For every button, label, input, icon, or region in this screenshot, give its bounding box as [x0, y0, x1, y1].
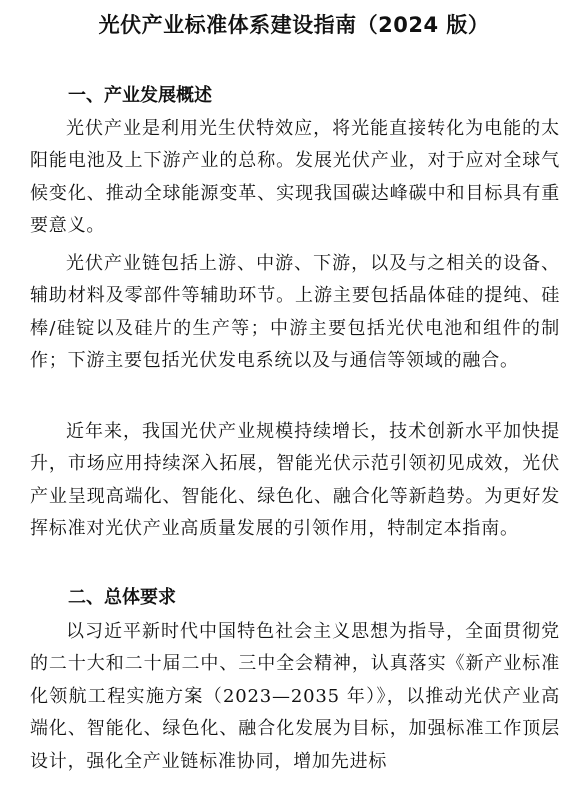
- paragraph-overview-definition: 光伏产业是利用光生伏特效应，将光能直接转化为电能的太阳能电池及上下游产业的总称。发展光伏产业，对于应对全球气候变化、推动全球能源变革、实现我国碳达峰碳中和目标具有重要意义。: [30, 118, 560, 237]
- paragraph-general-requirements: 以习近平新时代中国特色社会主义思想为指导，全面贯彻党的二十大和二十届二中、三中全会精神，认真落实《新产业标准化领航工程实施方案（2023—2035 年）》，以推动光伏产业高端化、智能化、绿色化、融合化发展为目标，加强标准工作顶层设计，强化全产业链标准协同，增加先进标: [30, 621, 560, 772]
- paragraph-overview-recent-development: 近年来，我国光伏产业规模持续增长，技术创新水平加快提升，市场应用持续深入拓展，智能光伏示范引领初见成效，光伏产业呈现高端化、智能化、绿色化、融合化等新趋势。为更好发挥标准对光伏产业高质量发展的引领作用，特制定本指南。: [30, 421, 560, 540]
- section-heading-general-requirements: 二、总体要求: [68, 587, 176, 608]
- section-heading-overview: 一、产业发展概述: [68, 85, 212, 106]
- document-title: 光伏产业标准体系建设指南（2024 版）: [98, 13, 490, 37]
- paragraph-overview-industry-chain: 光伏产业链包括上游、中游、下游，以及与之相关的设备、辅助材料及零部件等辅助环节。上游主要包括晶体硅的提纯、硅棒/硅锭以及硅片的生产等；中游主要包括光伏电池和组件的制作；下游主要包括光伏发电系统以及与通信等领域的融合。: [30, 253, 560, 372]
